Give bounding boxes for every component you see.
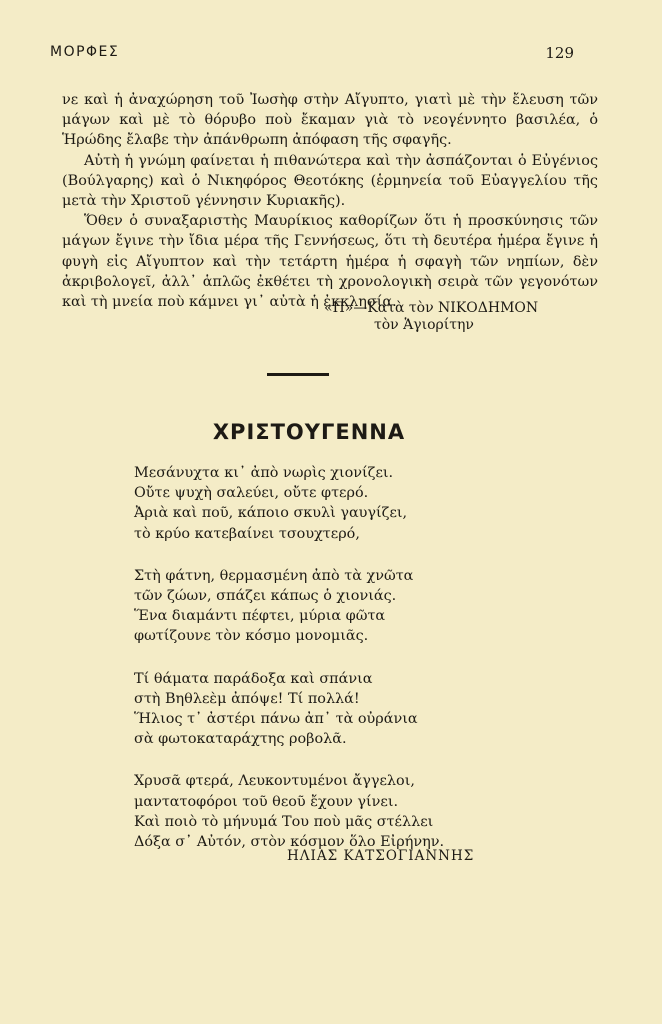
poem-body — [134, 463, 554, 874]
paragraph: Ὅθεν ὁ συναξαριστὴς Μαυρίκιος καθορίζων ὅτι ἡ προσκύνησις τῶν μάγων ἔγινε τὴν ἴδια μέρα τῆς Γεννήσεως, ὅτι τὴ δευτέρα ἡμέρα ἔγινε ἡ φυγὴ εἰς Αἴγυπτον καὶ τὴν τετάρτη ἡμέρα ἡ σφαγὴ τῶν νηπίων, δὲν ἀκριβολογεῖ, ἀλλ᾽ ἁπλῶς ἐκθέτει τὴ χρονολογικὴ σειρὰ τῶν γεγονότων καὶ τὴ μνεία ποὺ κάμνει γι᾽ αὐτὰ ἡ ἐκκλησία. — [62, 213, 598, 311]
verse-line: Ἕνα διαμάντι πέφτει, μύρια φῶτα — [134, 608, 386, 625]
verse-line: Οὔτε ψυχὴ σαλεύει, οὔτε φτερό. — [134, 485, 369, 502]
verse-line: Ἥλιος τ᾽ ἀστέρι πάνω ἀπ᾽ τὰ οὐράνια — [134, 711, 418, 728]
verse-line: Στὴ φάτνη, θερμασμένη ἀπὸ τὰ χνῶτα — [134, 567, 414, 584]
poem-title: ΧΡΙΣΤΟΥΓΕΝΝΑ — [212, 420, 406, 444]
paragraph: νε καὶ ἡ ἀναχώρηση τοῦ Ἰωσὴφ στὴν Αἴγυπτο, γιατὶ μὲ τὴν ἔλευση τῶν μάγων καὶ μὲ τὸ θόρυβο ποὺ ἔκαμαν γιὰ τὸ νεογέννητο βασιλέα, ὁ Ἡρώδης ἔλαβε τὴν ἀπάνθρωπη ἀπόφαση τῆς σφαγῆς. — [62, 92, 598, 149]
article-text — [62, 90, 598, 312]
signature-line: τὸν Ἁγιορίτην — [374, 317, 474, 333]
stanza — [134, 566, 554, 647]
verse-line: στὴ Βηθλεὲμ ἀπόψε! Τί πολλά! — [134, 690, 360, 707]
section-divider — [267, 373, 329, 376]
verse-line: φωτίζουνε τὸν κόσμο μονομιᾶς. — [134, 628, 369, 645]
verse-line: τὸ κρύο κατεβαίνει τσουχτερό, — [134, 525, 360, 542]
poem-author: ΗΛΙΑΣ ΚΑΤΣΟΓΙΑΝΝΗΣ — [287, 848, 475, 864]
stanza — [134, 771, 554, 852]
verse-line: σὰ φωτοκαταράχτης ροβολᾶ. — [134, 731, 347, 748]
paragraph: Αὐτὴ ἡ γνώμη φαίνεται ἡ πιθανώτερα καὶ τὴν ἀσπάζονται ὁ Εὐγένιος (Βούλγαρης) καὶ ὁ Νικηφόρος Θεοτόκης (ἑρμηνεία τοῦ Εὐαγγελίου τῆς μετὰ τὴν Χριστοῦ γέννησιν Κυριακῆς). — [62, 152, 598, 210]
verse-line: Τί θάματα παράδοξα καὶ σπάνια — [134, 670, 373, 687]
page-number: 129 — [545, 44, 574, 62]
stanza — [134, 463, 554, 544]
verse-line: μαντατοφόροι τοῦ θεοῦ ἔχουν γίνει. — [134, 793, 399, 810]
verse-line: Ἀριὰ καὶ ποῦ, κάποιο σκυλὶ γαυγίζει, — [134, 505, 408, 522]
running-head — [50, 44, 574, 66]
journal-title: ΜΟΡΦΕΣ — [50, 44, 120, 60]
signature-line: «Π»—Κατὰ τὸν ΝΙΚΟΔΗΜΟΝ — [324, 300, 539, 316]
verse-line: Μεσάνυχτα κι᾽ ἀπὸ νωρὶς χιονίζει. — [134, 465, 394, 481]
verse-line: Χρυσᾶ φτερά, Λευκοντυμένοι ἄγγελοι, — [134, 773, 415, 790]
verse-line: Καὶ ποιὸ τὸ μήνυμά Του ποὺ μᾶς στέλλει — [134, 813, 434, 830]
verse-line: τῶν ζώων, σπάζει κάπως ὁ χιονιάς. — [134, 588, 397, 605]
article-signature — [324, 300, 538, 334]
stanza — [134, 669, 554, 750]
verse-line: Δόξα σ᾽ Αὐτόν, στὸν κόσμον ὅλο Εἰρήνην. — [134, 834, 445, 851]
